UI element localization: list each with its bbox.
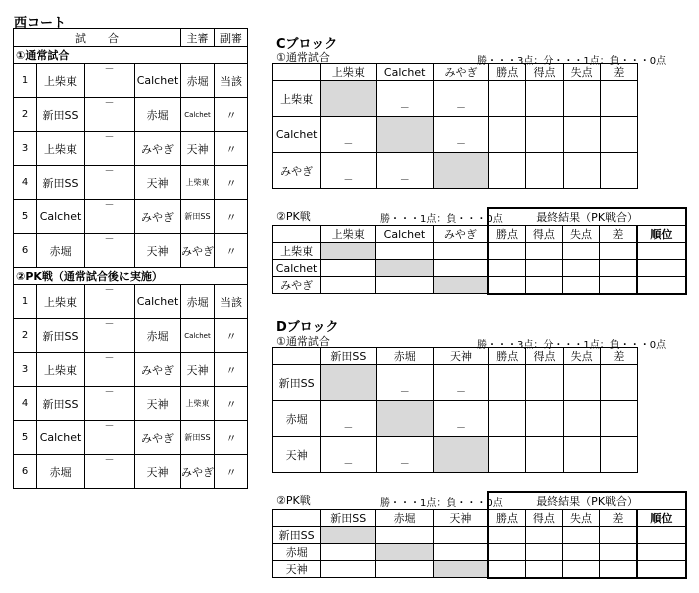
away-team: みやぎ	[135, 353, 181, 387]
stat-cell	[525, 561, 562, 578]
column-team: 上柴東	[321, 64, 376, 81]
stat-cell	[525, 544, 562, 561]
stat-cell	[488, 561, 525, 578]
away-team: 赤堀	[135, 319, 181, 353]
c-regular-table	[272, 63, 638, 189]
dash-mark: －	[456, 103, 466, 114]
stat-cell	[489, 401, 526, 437]
self-match-cell	[376, 544, 433, 561]
c-pk-table	[272, 207, 687, 295]
match-number: 5	[14, 421, 37, 455]
sub-referee: 当該	[215, 285, 248, 319]
d-pk-table	[272, 491, 687, 579]
rank-cell	[637, 260, 686, 277]
match-number: 5	[14, 200, 37, 234]
c-pk-points: 勝・・・1点：負・・・0点	[380, 214, 503, 225]
stat-cell	[600, 544, 637, 561]
score-cell	[321, 561, 376, 578]
stat-header: 得点	[526, 348, 563, 365]
d-pk-label: ②PK戦	[276, 494, 311, 507]
away-team: みやぎ	[135, 421, 181, 455]
final-result-label: 最終結果（PK戦合）	[488, 208, 686, 226]
d-block-title: Dブロック	[276, 320, 339, 335]
score-cell	[433, 243, 488, 260]
d-pk-points: 勝・・・1点：負・・・0点	[380, 498, 503, 509]
self-match-cell	[433, 153, 488, 189]
stat-cell	[563, 117, 600, 153]
stat-header: 勝点	[489, 348, 526, 365]
dash-mark: －	[456, 139, 466, 150]
stat-cell	[600, 561, 637, 578]
referee: 上柴東	[181, 166, 215, 200]
stat-cell	[600, 437, 637, 473]
score-cell	[376, 243, 433, 260]
corner-cell	[273, 510, 321, 527]
dash-mark: －	[104, 421, 115, 432]
sub-referee: 〃	[215, 387, 248, 421]
away-team: Calchet	[135, 64, 181, 98]
stat-cell	[562, 561, 599, 578]
referee: 上柴東	[181, 387, 215, 421]
dash-mark: －	[343, 459, 354, 470]
stat-cell	[563, 153, 600, 189]
dash-mark: －	[104, 353, 115, 364]
stat-cell	[562, 260, 599, 277]
score-cell	[433, 527, 488, 544]
dash-mark: －	[104, 132, 115, 143]
column-team: みやぎ	[433, 64, 488, 81]
final-result-label: 最終結果（PK戦合）	[488, 492, 686, 510]
self-match-cell	[376, 117, 433, 153]
row-team: 天神	[273, 437, 321, 473]
home-team: 新田SS	[37, 166, 85, 200]
column-team: 新田SS	[321, 510, 376, 527]
match-separator	[85, 132, 135, 166]
sub-referee: 〃	[215, 421, 248, 455]
rank-header: 順位	[637, 510, 686, 527]
self-match-cell	[321, 243, 376, 260]
table-row	[14, 166, 248, 200]
match-number: 3	[14, 353, 37, 387]
header-referee: 主審	[181, 29, 215, 47]
column-team: Calchet	[376, 64, 433, 81]
sub-referee: 〃	[215, 353, 248, 387]
dash-mark: －	[104, 319, 115, 330]
row-team: 新田SS	[273, 527, 321, 544]
table-row	[273, 401, 638, 437]
rank-cell	[637, 243, 686, 260]
match-number: 2	[14, 319, 37, 353]
c-regular-label: ①通常試合	[276, 51, 330, 64]
stat-cell	[600, 527, 637, 544]
match-number: 3	[14, 132, 37, 166]
match-separator	[85, 455, 135, 489]
score-cell	[376, 561, 433, 578]
stat-header: 勝点	[488, 226, 525, 243]
corner-cell	[273, 348, 321, 365]
header-sub-referee: 副審	[215, 29, 248, 47]
stat-cell	[525, 243, 562, 260]
stat-header: 差	[600, 226, 637, 243]
rank-header: 順位	[637, 226, 686, 243]
stat-cell	[600, 365, 637, 401]
stat-cell	[563, 437, 600, 473]
home-team: 赤堀	[37, 455, 85, 489]
score-cell	[433, 260, 488, 277]
stat-cell	[562, 277, 599, 294]
row-team: 上柴東	[273, 243, 321, 260]
score-cell	[376, 365, 433, 401]
row-team: みやぎ	[273, 153, 321, 189]
score-cell	[321, 437, 376, 473]
score-cell	[433, 365, 488, 401]
referee: みやぎ	[181, 455, 215, 489]
match-number: 4	[14, 387, 37, 421]
referee: 新田SS	[181, 200, 215, 234]
table-row	[14, 64, 248, 98]
score-cell	[433, 117, 488, 153]
dash-mark: －	[104, 455, 115, 466]
score-cell	[321, 117, 376, 153]
stat-cell	[562, 243, 599, 260]
column-team: 赤堀	[376, 348, 433, 365]
home-team: 上柴東	[37, 132, 85, 166]
table-row	[14, 98, 248, 132]
match-separator	[85, 387, 135, 421]
row-team: 上柴東	[273, 81, 321, 117]
home-team: 新田SS	[37, 98, 85, 132]
court-title: 西コート	[14, 16, 67, 31]
away-team: みやぎ	[135, 132, 181, 166]
match-number: 2	[14, 98, 37, 132]
match-number: 6	[14, 455, 37, 489]
stat-cell	[526, 81, 563, 117]
stat-cell	[489, 117, 526, 153]
away-team: 天神	[135, 234, 181, 268]
d-regular-points: 勝・・・3点：分・・・1点：負・・・0点	[477, 340, 667, 351]
score-cell	[376, 153, 433, 189]
match-separator	[85, 285, 135, 319]
self-match-cell	[376, 401, 433, 437]
column-team: 天神	[433, 510, 488, 527]
d-regular-label: ①通常試合	[276, 335, 330, 348]
home-team: 赤堀	[37, 234, 85, 268]
referee: 天神	[181, 353, 215, 387]
header-match: 試 合	[14, 29, 181, 47]
match-separator	[85, 166, 135, 200]
row-team: 新田SS	[273, 365, 321, 401]
stat-cell	[489, 81, 526, 117]
match-number: 1	[14, 285, 37, 319]
row-team: Calchet	[273, 260, 321, 277]
row-team: Calchet	[273, 117, 321, 153]
stat-header: 失点	[563, 348, 600, 365]
stat-cell	[600, 260, 637, 277]
stat-header: 得点	[526, 64, 563, 81]
table-row	[273, 243, 687, 260]
stat-header: 得点	[525, 226, 562, 243]
rank-cell	[637, 527, 686, 544]
score-cell	[321, 277, 376, 294]
sub-referee: 当該	[215, 64, 248, 98]
west-schedule-table	[13, 28, 248, 489]
corner-cell	[273, 64, 321, 81]
pk-section-label: ②PK戦（通常試合後に実施）	[14, 268, 248, 285]
sub-referee: 〃	[215, 455, 248, 489]
row-team: 天神	[273, 561, 321, 578]
stat-cell	[526, 365, 563, 401]
stat-cell	[600, 81, 637, 117]
dash-mark: －	[104, 285, 115, 296]
table-row	[273, 277, 687, 294]
score-cell	[321, 260, 376, 277]
referee: 赤堀	[181, 285, 215, 319]
stat-cell	[526, 401, 563, 437]
away-team: 天神	[135, 455, 181, 489]
c-regular-points: 勝・・・3点：分・・・1点：負・・・0点	[477, 56, 667, 67]
stat-header: 得点	[525, 510, 562, 527]
stat-cell	[488, 527, 525, 544]
column-team: 赤堀	[376, 510, 433, 527]
sub-referee: 〃	[215, 319, 248, 353]
dash-mark: －	[399, 103, 410, 114]
table-row	[273, 260, 687, 277]
home-team: 新田SS	[37, 387, 85, 421]
stat-cell	[489, 437, 526, 473]
dash-mark: －	[104, 234, 115, 245]
rank-cell	[637, 561, 686, 578]
match-separator	[85, 353, 135, 387]
stat-header: 勝点	[489, 64, 526, 81]
score-cell	[433, 544, 488, 561]
away-team: Calchet	[135, 285, 181, 319]
sub-referee: 〃	[215, 234, 248, 268]
score-cell	[376, 437, 433, 473]
referee: 天神	[181, 132, 215, 166]
table-row	[14, 132, 248, 166]
home-team: 上柴東	[37, 285, 85, 319]
table-row	[273, 153, 638, 189]
stat-cell	[600, 117, 637, 153]
table-row	[273, 544, 687, 561]
stat-header: 失点	[562, 226, 599, 243]
self-match-cell	[321, 527, 376, 544]
rank-cell	[637, 277, 686, 294]
column-team: 新田SS	[321, 348, 376, 365]
column-team: 上柴東	[321, 226, 376, 243]
home-team: 新田SS	[37, 319, 85, 353]
row-team: みやぎ	[273, 277, 321, 294]
match-number: 6	[14, 234, 37, 268]
column-team: みやぎ	[433, 226, 488, 243]
stat-cell	[600, 401, 637, 437]
self-match-cell	[321, 81, 376, 117]
stat-cell	[488, 243, 525, 260]
rank-cell	[637, 544, 686, 561]
sub-referee: 〃	[215, 200, 248, 234]
dash-mark: －	[343, 423, 354, 434]
stat-cell	[600, 153, 637, 189]
score-cell	[433, 401, 488, 437]
row-team: 赤堀	[273, 544, 321, 561]
home-team: Calchet	[37, 200, 85, 234]
dash-mark: －	[104, 166, 115, 177]
table-row	[273, 81, 638, 117]
away-team: 天神	[135, 166, 181, 200]
stat-cell	[600, 243, 637, 260]
home-team: Calchet	[37, 421, 85, 455]
match-number: 1	[14, 64, 37, 98]
self-match-cell	[376, 260, 433, 277]
referee: Calchet	[181, 98, 215, 132]
stat-header: 失点	[563, 64, 600, 81]
table-row	[273, 117, 638, 153]
table-row	[14, 319, 248, 353]
match-separator	[85, 319, 135, 353]
dash-mark: －	[399, 459, 410, 470]
match-separator	[85, 421, 135, 455]
corner-cell	[273, 226, 321, 243]
table-row	[14, 200, 248, 234]
stat-header: 失点	[562, 510, 599, 527]
pk-heading-space	[273, 492, 489, 510]
sub-referee: 〃	[215, 132, 248, 166]
referee: 新田SS	[181, 421, 215, 455]
match-separator	[85, 64, 135, 98]
sub-referee: 〃	[215, 166, 248, 200]
dash-mark: －	[456, 387, 466, 398]
stat-cell	[489, 365, 526, 401]
stat-cell	[488, 277, 525, 294]
table-row	[14, 455, 248, 489]
stat-cell	[488, 544, 525, 561]
table-row	[14, 285, 248, 319]
stat-cell	[563, 365, 600, 401]
match-separator	[85, 98, 135, 132]
dash-mark: －	[104, 98, 115, 109]
home-team: 上柴東	[37, 64, 85, 98]
table-row	[273, 365, 638, 401]
match-separator	[85, 200, 135, 234]
column-team: Calchet	[376, 226, 433, 243]
stat-cell	[526, 153, 563, 189]
self-match-cell	[433, 437, 488, 473]
match-separator	[85, 234, 135, 268]
away-team: 天神	[135, 387, 181, 421]
dash-mark: －	[343, 175, 354, 186]
stat-cell	[562, 527, 599, 544]
pk-heading-space	[273, 208, 489, 226]
self-match-cell	[433, 561, 488, 578]
score-cell	[376, 81, 433, 117]
score-cell	[433, 81, 488, 117]
c-pk-label: ②PK戦	[276, 210, 311, 223]
stat-header: 差	[600, 510, 637, 527]
referee: みやぎ	[181, 234, 215, 268]
dash-mark: －	[399, 175, 410, 186]
stat-cell	[600, 277, 637, 294]
home-team: 上柴東	[37, 353, 85, 387]
stat-cell	[562, 544, 599, 561]
table-row	[14, 387, 248, 421]
score-cell	[376, 527, 433, 544]
stat-header: 差	[600, 348, 637, 365]
table-row	[14, 421, 248, 455]
table-row	[273, 561, 687, 578]
score-cell	[321, 544, 376, 561]
table-row	[14, 234, 248, 268]
score-cell	[321, 401, 376, 437]
table-row	[14, 353, 248, 387]
dash-mark: －	[399, 387, 410, 398]
table-row	[273, 527, 687, 544]
column-team: 天神	[433, 348, 488, 365]
regular-section-label: ①通常試合	[14, 47, 248, 64]
table-row	[273, 437, 638, 473]
d-regular-table	[272, 347, 638, 473]
referee: Calchet	[181, 319, 215, 353]
dash-mark: －	[343, 139, 354, 150]
dash-mark: －	[104, 387, 115, 398]
sub-referee: 〃	[215, 98, 248, 132]
away-team: みやぎ	[135, 200, 181, 234]
score-cell	[376, 277, 433, 294]
stat-cell	[525, 260, 562, 277]
match-number: 4	[14, 166, 37, 200]
stat-cell	[488, 260, 525, 277]
stat-header: 差	[600, 64, 637, 81]
stat-header: 勝点	[488, 510, 525, 527]
row-team: 赤堀	[273, 401, 321, 437]
score-cell	[321, 153, 376, 189]
c-block-title: Cブロック	[276, 37, 338, 52]
dash-mark: －	[456, 423, 466, 434]
away-team: 赤堀	[135, 98, 181, 132]
stat-cell	[489, 153, 526, 189]
dash-mark: －	[104, 64, 115, 75]
self-match-cell	[321, 365, 376, 401]
stat-cell	[526, 437, 563, 473]
stat-cell	[526, 117, 563, 153]
stat-cell	[525, 527, 562, 544]
stat-cell	[525, 277, 562, 294]
self-match-cell	[433, 277, 488, 294]
referee: 赤堀	[181, 64, 215, 98]
stat-cell	[563, 81, 600, 117]
stat-cell	[563, 401, 600, 437]
dash-mark: －	[104, 200, 115, 211]
